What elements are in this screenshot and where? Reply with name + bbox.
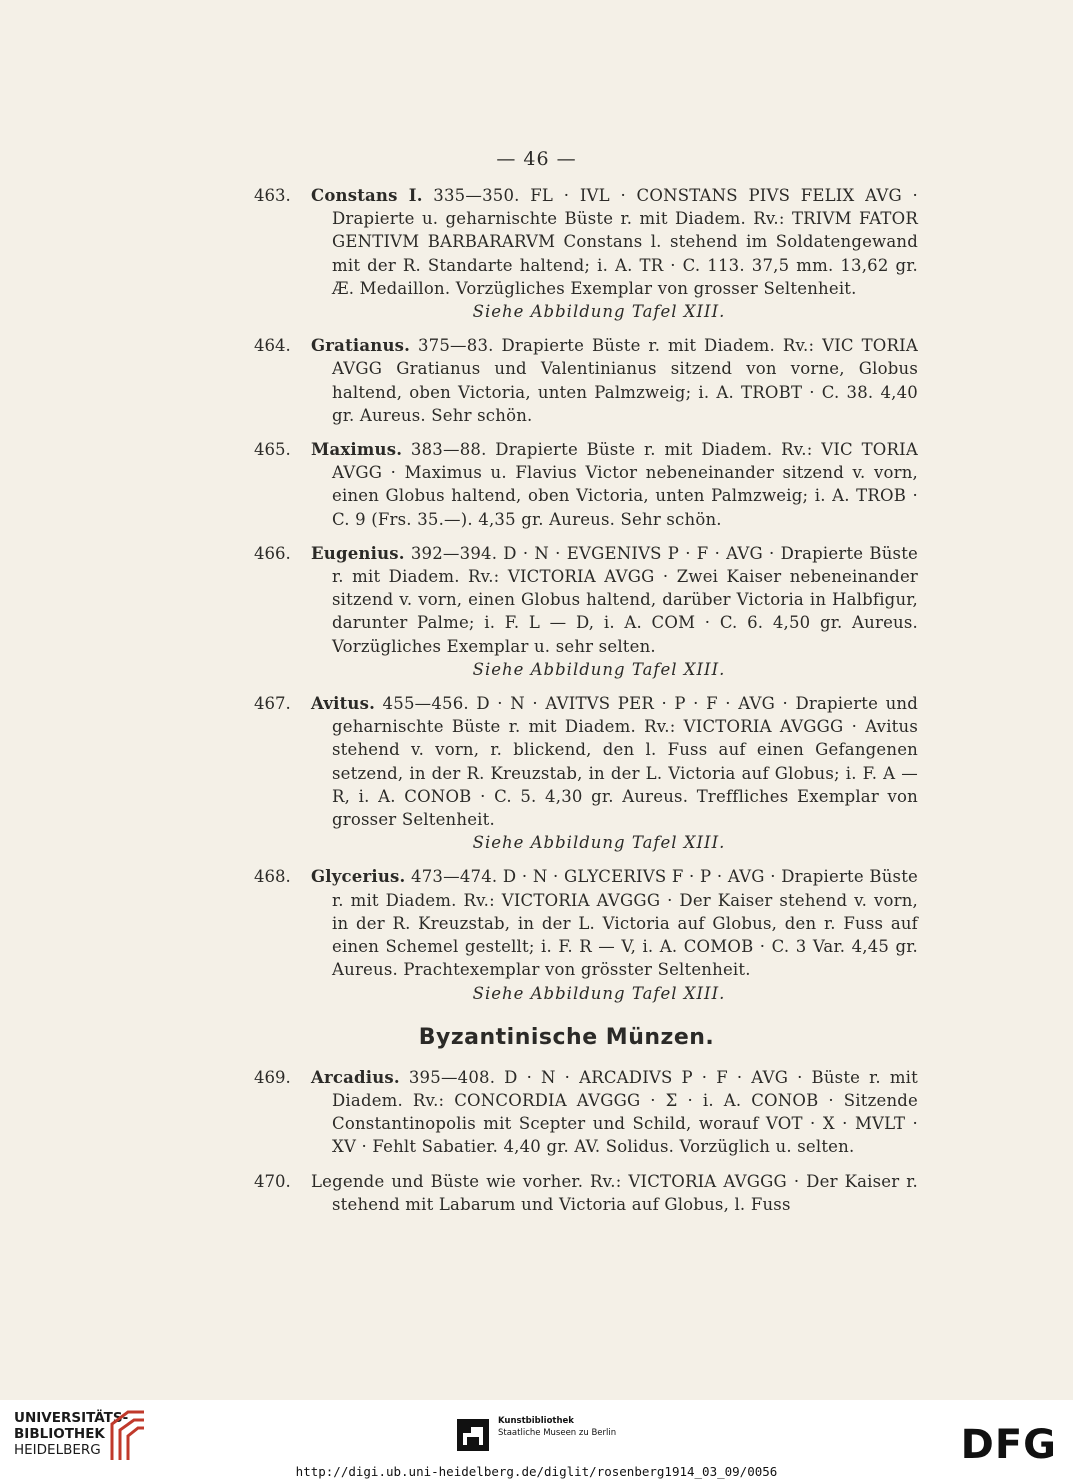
kb-name: Kunstbibliothek (498, 1416, 574, 1426)
ruler-name: Eugenius. (311, 543, 405, 563)
catalog-entry (0, 542, 1073, 681)
ruler-name: Arcadius. (311, 1067, 400, 1087)
ruler-name: Constans I. (311, 186, 423, 205)
catalog-entries (0, 184, 1073, 1227)
plate-reference: Siehe Abbildung Tafel XIII. (472, 659, 726, 679)
ub-logo-icon (108, 1406, 148, 1462)
entry-number: 463. (254, 186, 291, 205)
entry-number: 469. (254, 1067, 291, 1087)
entry-description: 375—83. Drapierte Büste r. mit Diadem. Rv.: VIC TORIA AVGG Gratianus und Valentinianus sitzend von vorne, Globus haltend, oben Victoria, unten Palmzweig; i. A. TROBT · C. 38. 4,40 gr. Aureus. Sehr schön. (332, 336, 918, 425)
permalink-url[interactable]: http://digi.ub.uni-heidelberg.de/diglit/rosenberg1914_03_09/0056 (295, 1464, 778, 1479)
catalog-entry (0, 438, 1073, 531)
catalog-entry (0, 1170, 1073, 1216)
entry-body (311, 1170, 918, 1216)
entry-description: 383—88. Drapierte Büste r. mit Diadem. Rv.: VIC TORIA AVGG · Maximus u. Flavius Victor nebeneinander sitzend v. vorn, einen Globus haltend, oben Victoria, unten Palmzweig; i. A. TROB · C. 9 (Frs. 35.—). 4,35 gr. Aureus. Sehr schön. (332, 440, 918, 529)
entry-body (311, 184, 918, 323)
entry-description: 473—474. D · N · GLYCERIVS F · P · AVG · Drapierte Büste r. mit Diadem. Rv.: VICTORIA AVGGG · Der Kaiser stehend v. vorn, in der R. Kreuzstab, in der L. Victoria auf Globus, den r. Fuss auf einen Schemel gestellt; i. F. R — V, i. A. COMOB · C. 3 Var. 4,45 gr. Aureus. Prachtexemplar von grösster Seltenheit. (332, 867, 918, 980)
entries-top (0, 184, 1073, 1005)
entry-body (311, 692, 918, 854)
ruler-name: Glycerius. (311, 867, 406, 887)
ruler-name: Maximus. (311, 440, 403, 460)
plate-reference: Siehe Abbildung Tafel XIII. (472, 833, 726, 853)
entry-body (311, 1066, 918, 1159)
entry-number: 465. (254, 440, 291, 460)
entry-body (311, 438, 918, 531)
entry-number: 467. (254, 694, 291, 714)
catalog-entry (0, 692, 1073, 854)
section-title: Byzantinische Münzen. (418, 1024, 715, 1050)
entry-description: 335—350. FL · IVL · CONSTANS PIVS FELIX AVG · Drapierte u. geharnischte Büste r. mit Diadem. Rv.: TRIVM FATOR GENTIVM BARBARARVM Constans l. stehend im Soldatengewand mit der R. Standarte haltend; i. A. TR · C. 113. 37,5 mm. 13,62 gr. Æ. Medaillon. Vorzügliches Exemplar von grosser Seltenheit. (332, 186, 918, 298)
plate-reference: Siehe Abbildung Tafel XIII. (472, 983, 726, 1003)
plate-reference: Siehe Abbildung Tafel XIII. (472, 302, 726, 322)
entries-bottom (0, 1066, 1073, 1216)
footer-bar (0, 1400, 1073, 1481)
ub-logo-line2: BIBLIOTHEK (14, 1426, 105, 1442)
entry-body (311, 542, 918, 681)
catalog-entry (0, 334, 1073, 427)
catalog-entry (0, 1066, 1073, 1159)
ruler-name: Avitus. (311, 694, 376, 714)
entry-number: 468. (254, 867, 291, 887)
kunstbibliothek-icon (457, 1419, 489, 1451)
entry-description: Legende und Büste wie vorher. Rv.: VICTORIA AVGGG · Der Kaiser r. stehend mit Labarum und Victoria auf Globus, l. Fuss (311, 1171, 918, 1214)
entry-body (311, 865, 918, 1004)
catalog-entry (0, 184, 1073, 323)
ub-logo-line3: HEIDELBERG (14, 1442, 101, 1458)
entry-number: 470. (254, 1171, 291, 1191)
catalog-entry (0, 865, 1073, 1004)
kb-subtitle: Staatliche Museen zu Berlin (498, 1428, 617, 1438)
entry-body (311, 334, 918, 427)
page-number: — 46 — (496, 148, 577, 170)
entry-description: 395—408. D · N · ARCADIVS P · F · AVG · Büste r. mit Diadem. Rv.: CONCORDIA AVGGG · Σ · i. A. CONOB · Sitzende Constantinopolis mit Scepter und Schild, worauf VOT · X · MVLT · XV · Fehlt Sabatier. 4,40 gr. AV. Solidus. Vorzüglich u. selten. (332, 1067, 918, 1157)
entry-number: 464. (254, 336, 291, 356)
entry-description: 455—456. D · N · AVITVS PER · P · F · AVG · Drapierte und geharnischte Büste r. mit Diadem. Rv.: VICTORIA AVGGG · Avitus stehend v. vorn, r. blickend, den l. Fuss auf einen Gefangenen setzend, in der R. Kreuzstab, in der L. Victoria auf Globus; i. F. A — R, i. A. CONOB · C. 5. 4,30 gr. Aureus. Treffliches Exemplar von grosser Seltenheit. (332, 694, 918, 830)
dfg-logo[interactable]: DFG (960, 1422, 1057, 1468)
ruler-name: Gratianus. (311, 336, 411, 356)
ub-logo-line1: UNIVERSITÄTS- (14, 1410, 129, 1426)
entry-number: 466. (254, 543, 291, 563)
entry-description: 392—394. D · N · EVGENIVS P · F · AVG · Drapierte Büste r. mit Diadem. Rv.: VICTORIA AVGG · Zwei Kaiser nebeneinander sitzend v. vorn, einen Globus haltend, darüber Victoria in Halbfigur, darunter Palme; i. F. L — D, i. A. COM · C. 6. 4,50 gr. Aureus. Vorzügliches Exemplar u. sehr selten. (332, 543, 918, 656)
